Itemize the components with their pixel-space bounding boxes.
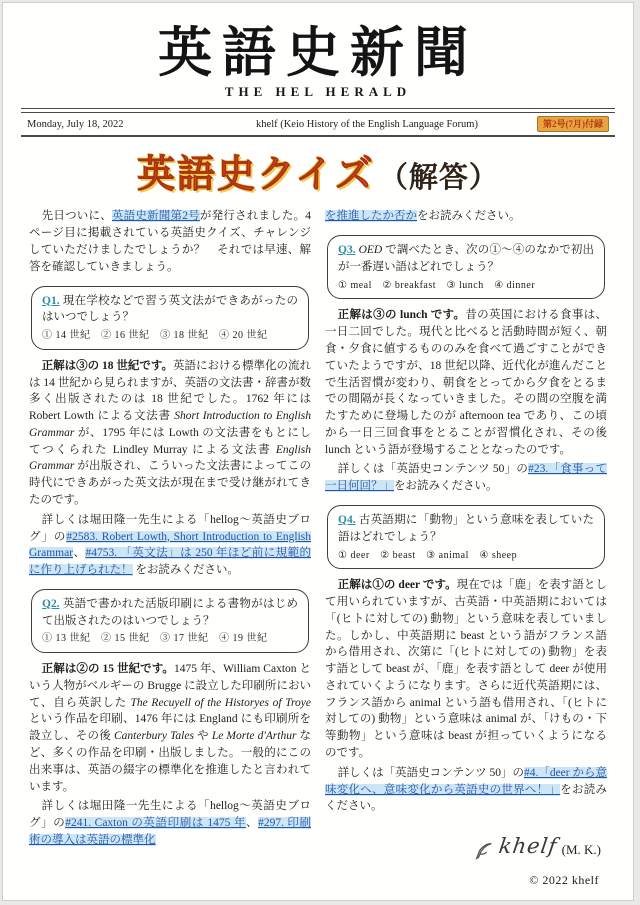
question-text bbox=[338, 512, 594, 546]
paragraph bbox=[29, 208, 311, 275]
text-run: 詳しくは堀田隆一先生による「hellog～英語史ブログ」の bbox=[29, 513, 311, 543]
book-title: The Recuyell of the Historyes of Troye bbox=[130, 696, 311, 709]
newspaper-page bbox=[2, 2, 634, 901]
text-run: など、多くの作品を印刷・出版しました。一般的にこの出来事は、英語の綴字の標準化を推進したと言われています。 bbox=[29, 730, 312, 793]
issue-badge: 第2号(7月)付録 bbox=[537, 116, 609, 133]
question-box-q4 bbox=[327, 505, 605, 569]
dateline bbox=[21, 113, 615, 136]
headline-suffix: （解答） bbox=[378, 162, 499, 195]
headline-title: 英語史クイズ bbox=[137, 154, 375, 197]
inline-link[interactable]: #4.「deer から意味変化へ、意味変化から英語史の世界へ！」 bbox=[325, 766, 607, 796]
question-text bbox=[42, 596, 298, 630]
question-options: ① meal ② breakfast ③ lunch ④ dinner bbox=[338, 279, 536, 291]
article-headline bbox=[3, 143, 633, 198]
text-run: 現在では「鹿」を表す語として用いられていますが、古英語・中英語期においては「(ヒトに対しての) 動物」という意味を表していました。しかし、中英語期に beast という語がフランス語から借用され、次第に「(ヒトに対しての) 動物」を表す語として beast が、「鹿」を表す語として deer が使用されていくようになります。さらに近代英語期には、フランス語から animal という語も借用され、「(ヒトに対しての) 動物」という意味は animal が、「けもの・下等動物」という意味は beast が担っていくようになるのです。 bbox=[325, 579, 607, 759]
book-title: Le Morte d'Arthur bbox=[211, 730, 297, 743]
text-run: 、 bbox=[245, 817, 259, 830]
text-run: が、1795 年には Lowth の文法書をもとにしてつくられた Lindley Murray による文法書 bbox=[29, 426, 311, 456]
paragraph bbox=[29, 512, 311, 579]
question-box-q3 bbox=[327, 235, 605, 299]
question-label: Q1. bbox=[42, 294, 60, 307]
book-title: English Grammar bbox=[29, 443, 311, 473]
question-text bbox=[338, 242, 594, 276]
paragraph bbox=[325, 208, 607, 225]
text-run: 英語における標準化の流れは 14 世紀から見られますが、英語の文法書・辞書が数多く出版されたのは 18 世紀でした。1762 年には Robert Lowth による文法書 bbox=[29, 359, 311, 423]
text-run: 英語で書かれた活版印刷による書物がはじめて出版されたのはいつでしょう？ bbox=[42, 597, 298, 627]
text-run: や bbox=[193, 730, 212, 743]
paragraph bbox=[29, 661, 311, 795]
text-run: 、 bbox=[73, 547, 86, 560]
text-run: 詳しくは堀田隆一先生による「hellog～英語史ブログ」の bbox=[29, 800, 311, 830]
answer-emphasis: 正解は②の 15 世紀です。 bbox=[41, 663, 174, 676]
answer-emphasis: 正解は③の 18 世紀です。 bbox=[41, 359, 173, 372]
newspaper-title: 英語史新聞 bbox=[158, 23, 478, 83]
signature-initials: (M. K.) bbox=[561, 841, 601, 857]
signature-row bbox=[325, 831, 601, 862]
left-column bbox=[29, 208, 311, 889]
text-run: が出版され、こういった文法書によってこの時代にできあがった英文法が現在まで受け継がれてきたのです。 bbox=[29, 460, 311, 507]
question-options: ① 14 世紀 ② 16 世紀 ③ 18 世紀 ④ 20 世紀 bbox=[42, 330, 268, 342]
paragraph bbox=[325, 307, 607, 458]
inline-link[interactable]: #241. Caxton の英語印刷は 1475 年 bbox=[65, 817, 246, 830]
inline-link[interactable]: を推進したか否か bbox=[325, 210, 417, 223]
text-run: で調べたとき、次の①～④のなかで初出が一番遅い語はどれでしょう？ bbox=[338, 244, 594, 274]
question-box-q1 bbox=[31, 286, 309, 350]
inline-link[interactable]: #4753. 「英文法」は 250 年ほど前に規範的に作り上げられた！ bbox=[29, 547, 312, 577]
text-run: 昔の英国における食事は、一日二回でした。現代と比べると活動時間が短く、朝食・夕食に値するもののみを食べて過ごすことができていたようですが、18 世紀以降、近代化が進んだことで生活習慣が変わり、朝食をとってから夕食をとるまでの間隔が長くなっていきました。その間の空腹を満たすために登場したのが afternoon tea であり、この頃から一日三回食事をとることが習慣化され、その後 lunch という語が登場することとなったのです。 bbox=[325, 309, 607, 456]
answer-emphasis: 正解は③の lunch です。 bbox=[337, 309, 466, 322]
article-body bbox=[3, 206, 633, 889]
text-run: 古英語期に「動物」という意味を表していた語はどれでしょう？ bbox=[338, 514, 594, 543]
text-run: 詳しくは「英語史コンテンツ 50」の bbox=[337, 766, 524, 779]
inline-link[interactable]: #2583. Robert Lowth, Short Introduction to English Grammar bbox=[29, 530, 311, 560]
text-run: をお読みください。 bbox=[394, 480, 498, 493]
text-run: が発行されました。4ページ目に掲載されている英語史クイズ、チャレンジしていただけましたでしょうか？ それでは早速、解答を確認していきましょう。 bbox=[29, 210, 312, 273]
paragraph bbox=[325, 577, 607, 762]
copyright-notice: © 2022 khelf bbox=[529, 872, 599, 887]
paragraph bbox=[29, 798, 311, 848]
publisher-name: khelf (Keio History of the English Language Forum) bbox=[256, 118, 478, 130]
text-run: をお読みください。 bbox=[417, 210, 521, 223]
text-run: をお読みください。 bbox=[325, 783, 608, 813]
inline-link[interactable]: #297. 印刷術の導入は英語の標準化 bbox=[29, 817, 312, 846]
question-label: Q2. bbox=[42, 597, 60, 610]
question-box-q2 bbox=[31, 589, 309, 653]
quill-icon bbox=[473, 840, 495, 862]
text-run: という作品を印刷、1476 年には England にも印刷所を設立し、その後 bbox=[29, 713, 311, 743]
paragraph bbox=[325, 765, 607, 815]
answer-emphasis: 正解は①の deer です。 bbox=[337, 579, 457, 592]
question-label: Q4. bbox=[338, 514, 356, 527]
text-run: 詳しくは「英語史コンテンツ 50」の bbox=[337, 463, 529, 476]
paragraph bbox=[325, 461, 607, 495]
question-text bbox=[42, 293, 298, 327]
book-title: Short Introduction to English Grammar bbox=[29, 410, 312, 439]
newspaper-subtitle: THE HEL HERALD bbox=[224, 83, 412, 99]
right-column bbox=[325, 208, 607, 889]
inline-link[interactable]: 英語史新聞第2号 bbox=[111, 210, 200, 223]
paragraph bbox=[29, 358, 311, 509]
masthead bbox=[3, 25, 633, 100]
question-options: ① 13 世紀 ② 15 世紀 ③ 17 世紀 ④ 19 世紀 bbox=[42, 633, 268, 645]
issue-date: Monday, July 18, 2022 bbox=[27, 118, 124, 130]
text-run: 現在学校などで習う英文法ができあがったのはいつでしょう？ bbox=[42, 294, 298, 324]
signature-name: khelf bbox=[497, 834, 560, 859]
book-title: Canterbury Tales bbox=[113, 730, 194, 743]
divider-thick bbox=[21, 135, 615, 137]
question-label: Q3. bbox=[338, 244, 356, 257]
text-run: 先日ついに、 bbox=[41, 210, 112, 223]
text-run: をお読みください。 bbox=[132, 564, 239, 577]
text-run: 1475 年、William Caxton という人物がベルギーの Brugge に設立した印刷所において、自ら英訳した bbox=[29, 663, 311, 709]
inline-link[interactable]: #23.「食事って一日何回？」 bbox=[325, 463, 607, 493]
book-title: OED bbox=[358, 244, 383, 257]
question-options: ① deer ② beast ③ animal ④ sheep bbox=[338, 549, 518, 561]
